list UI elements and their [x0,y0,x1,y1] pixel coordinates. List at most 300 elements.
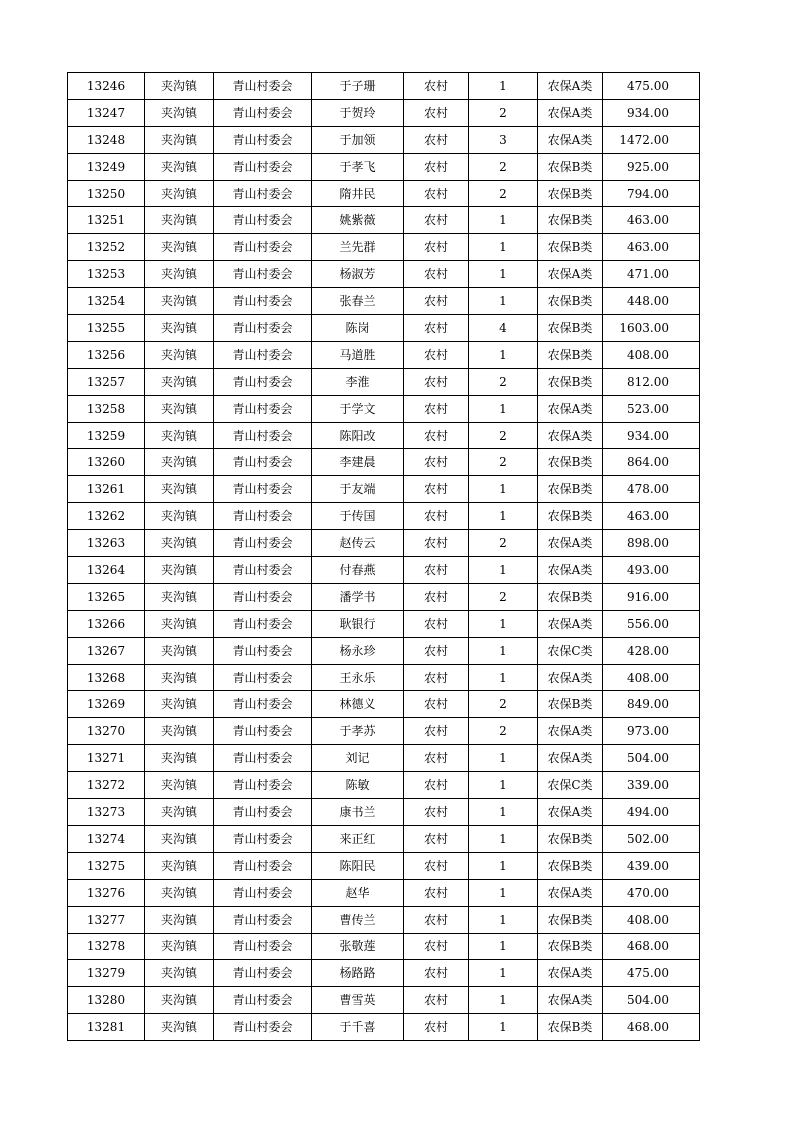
village-committee-cell: 青山村委会 [214,933,312,960]
insurance-category-cell: 农保A类 [538,557,603,584]
household-count-cell: 1 [469,637,538,664]
person-name-cell: 陈阳民 [312,852,404,879]
town-cell: 夹沟镇 [145,960,214,987]
town-cell: 夹沟镇 [145,503,214,530]
insurance-category-cell: 农保B类 [538,1014,603,1041]
village-committee-cell: 青山村委会 [214,718,312,745]
amount-cell: 463.00 [603,234,700,261]
village-committee-cell: 青山村委会 [214,449,312,476]
area-type-cell: 农村 [404,207,469,234]
table-row [68,261,700,288]
village-committee-cell: 青山村委会 [214,637,312,664]
person-name-cell: 于传国 [312,503,404,530]
insurance-category-cell: 农保B类 [538,207,603,234]
table-row [68,449,700,476]
table-row [68,664,700,691]
person-name-cell: 陈岗 [312,315,404,342]
person-name-cell: 陈敏 [312,772,404,799]
amount-cell: 494.00 [603,799,700,826]
insurance-category-cell: 农保B类 [538,315,603,342]
amount-cell: 1603.00 [603,315,700,342]
amount-cell: 556.00 [603,610,700,637]
person-name-cell: 于学文 [312,395,404,422]
village-committee-cell: 青山村委会 [214,1014,312,1041]
table-row [68,422,700,449]
village-committee-cell: 青山村委会 [214,691,312,718]
area-type-cell: 农村 [404,368,469,395]
insurance-category-cell: 农保A类 [538,664,603,691]
person-name-cell: 于孝飞 [312,153,404,180]
amount-cell: 468.00 [603,933,700,960]
household-count-cell: 2 [469,449,538,476]
record-number-cell: 13272 [68,772,145,799]
household-count-cell: 1 [469,772,538,799]
person-name-cell: 于孝苏 [312,718,404,745]
village-committee-cell: 青山村委会 [214,610,312,637]
record-number-cell: 13261 [68,476,145,503]
insurance-category-cell: 农保B类 [538,234,603,261]
village-committee-cell: 青山村委会 [214,799,312,826]
table-row [68,960,700,987]
record-number-cell: 13267 [68,637,145,664]
amount-cell: 468.00 [603,1014,700,1041]
record-number-cell: 13247 [68,99,145,126]
area-type-cell: 农村 [404,987,469,1014]
town-cell: 夹沟镇 [145,126,214,153]
town-cell: 夹沟镇 [145,422,214,449]
amount-cell: 504.00 [603,745,700,772]
record-number-cell: 13249 [68,153,145,180]
amount-cell: 463.00 [603,503,700,530]
table-row [68,718,700,745]
town-cell: 夹沟镇 [145,99,214,126]
village-committee-cell: 青山村委会 [214,772,312,799]
record-number-cell: 13270 [68,718,145,745]
person-name-cell: 刘记 [312,745,404,772]
household-count-cell: 2 [469,368,538,395]
household-count-cell: 1 [469,799,538,826]
record-number-cell: 13280 [68,987,145,1014]
household-count-cell: 2 [469,422,538,449]
amount-cell: 1472.00 [603,126,700,153]
town-cell: 夹沟镇 [145,530,214,557]
town-cell: 夹沟镇 [145,825,214,852]
person-name-cell: 姚紫薇 [312,207,404,234]
area-type-cell: 农村 [404,449,469,476]
town-cell: 夹沟镇 [145,234,214,261]
person-name-cell: 李淮 [312,368,404,395]
insurance-category-cell: 农保B类 [538,476,603,503]
table-row [68,772,700,799]
insurance-category-cell: 农保B类 [538,449,603,476]
area-type-cell: 农村 [404,341,469,368]
table-row [68,288,700,315]
village-committee-cell: 青山村委会 [214,745,312,772]
amount-cell: 502.00 [603,825,700,852]
town-cell: 夹沟镇 [145,879,214,906]
person-name-cell: 杨路路 [312,960,404,987]
table-row [68,476,700,503]
insurance-category-cell: 农保B类 [538,852,603,879]
person-name-cell: 杨淑芳 [312,261,404,288]
insurance-category-cell: 农保C类 [538,637,603,664]
town-cell: 夹沟镇 [145,772,214,799]
village-committee-cell: 青山村委会 [214,288,312,315]
village-committee-cell: 青山村委会 [214,234,312,261]
table-row [68,368,700,395]
person-name-cell: 于千喜 [312,1014,404,1041]
town-cell: 夹沟镇 [145,1014,214,1041]
household-count-cell: 2 [469,99,538,126]
amount-cell: 864.00 [603,449,700,476]
town-cell: 夹沟镇 [145,610,214,637]
village-committee-cell: 青山村委会 [214,368,312,395]
area-type-cell: 农村 [404,99,469,126]
area-type-cell: 农村 [404,422,469,449]
insurance-category-cell: 农保A类 [538,99,603,126]
household-count-cell: 1 [469,852,538,879]
village-committee-cell: 青山村委会 [214,530,312,557]
household-count-cell: 1 [469,476,538,503]
village-committee-cell: 青山村委会 [214,261,312,288]
record-number-cell: 13265 [68,583,145,610]
table-row [68,906,700,933]
amount-cell: 463.00 [603,207,700,234]
insurance-category-cell: 农保B类 [538,180,603,207]
person-name-cell: 来正红 [312,825,404,852]
amount-cell: 471.00 [603,261,700,288]
table-row [68,557,700,584]
village-committee-cell: 青山村委会 [214,180,312,207]
insurance-category-cell: 农保A类 [538,960,603,987]
amount-cell: 812.00 [603,368,700,395]
town-cell: 夹沟镇 [145,153,214,180]
insurance-category-cell: 农保B类 [538,341,603,368]
insurance-category-cell: 农保B类 [538,691,603,718]
household-count-cell: 1 [469,610,538,637]
household-count-cell: 1 [469,288,538,315]
household-count-cell: 1 [469,906,538,933]
record-number-cell: 13264 [68,557,145,584]
insurance-category-cell: 农保A类 [538,879,603,906]
person-name-cell: 赵传云 [312,530,404,557]
household-count-cell: 1 [469,879,538,906]
area-type-cell: 农村 [404,126,469,153]
person-name-cell: 杨永珍 [312,637,404,664]
household-count-cell: 1 [469,73,538,100]
table-row [68,153,700,180]
amount-cell: 898.00 [603,530,700,557]
amount-cell: 934.00 [603,422,700,449]
area-type-cell: 农村 [404,180,469,207]
area-type-cell: 农村 [404,664,469,691]
table-row [68,1014,700,1041]
person-name-cell: 林德义 [312,691,404,718]
area-type-cell: 农村 [404,503,469,530]
town-cell: 夹沟镇 [145,476,214,503]
area-type-cell: 农村 [404,825,469,852]
amount-cell: 428.00 [603,637,700,664]
household-count-cell: 2 [469,691,538,718]
record-number-cell: 13279 [68,960,145,987]
person-name-cell: 付春燕 [312,557,404,584]
record-number-cell: 13271 [68,745,145,772]
town-cell: 夹沟镇 [145,73,214,100]
insurance-category-cell: 农保B类 [538,153,603,180]
area-type-cell: 农村 [404,718,469,745]
village-committee-cell: 青山村委会 [214,99,312,126]
insurance-category-cell: 农保A类 [538,745,603,772]
village-committee-cell: 青山村委会 [214,583,312,610]
person-name-cell: 赵华 [312,879,404,906]
record-number-cell: 13259 [68,422,145,449]
amount-cell: 339.00 [603,772,700,799]
insurance-category-cell: 农保A类 [538,718,603,745]
village-committee-cell: 青山村委会 [214,664,312,691]
person-name-cell: 潘学书 [312,583,404,610]
area-type-cell: 农村 [404,315,469,342]
amount-cell: 475.00 [603,960,700,987]
record-number-cell: 13246 [68,73,145,100]
person-name-cell: 马道胜 [312,341,404,368]
record-number-cell: 13251 [68,207,145,234]
table-row [68,99,700,126]
town-cell: 夹沟镇 [145,745,214,772]
household-count-cell: 1 [469,261,538,288]
village-committee-cell: 青山村委会 [214,852,312,879]
amount-cell: 925.00 [603,153,700,180]
record-number-cell: 13275 [68,852,145,879]
insurance-category-cell: 农保B类 [538,933,603,960]
town-cell: 夹沟镇 [145,906,214,933]
table-row [68,879,700,906]
area-type-cell: 农村 [404,799,469,826]
table-row [68,799,700,826]
household-count-cell: 1 [469,825,538,852]
amount-cell: 478.00 [603,476,700,503]
town-cell: 夹沟镇 [145,637,214,664]
town-cell: 夹沟镇 [145,261,214,288]
person-name-cell: 隋井民 [312,180,404,207]
data-table [67,72,700,1041]
village-committee-cell: 青山村委会 [214,476,312,503]
village-committee-cell: 青山村委会 [214,153,312,180]
table-row [68,610,700,637]
household-count-cell: 1 [469,745,538,772]
insurance-category-cell: 农保B类 [538,288,603,315]
amount-cell: 408.00 [603,341,700,368]
household-count-cell: 2 [469,530,538,557]
record-number-cell: 13255 [68,315,145,342]
person-name-cell: 王永乐 [312,664,404,691]
table-row [68,126,700,153]
person-name-cell: 于子珊 [312,73,404,100]
village-committee-cell: 青山村委会 [214,315,312,342]
person-name-cell: 耿银行 [312,610,404,637]
table-row [68,745,700,772]
area-type-cell: 农村 [404,637,469,664]
table-row [68,852,700,879]
record-number-cell: 13260 [68,449,145,476]
village-committee-cell: 青山村委会 [214,906,312,933]
table-row [68,637,700,664]
table-row [68,933,700,960]
area-type-cell: 农村 [404,261,469,288]
village-committee-cell: 青山村委会 [214,126,312,153]
area-type-cell: 农村 [404,395,469,422]
person-name-cell: 曹雪英 [312,987,404,1014]
amount-cell: 470.00 [603,879,700,906]
household-count-cell: 1 [469,503,538,530]
record-number-cell: 13248 [68,126,145,153]
record-number-cell: 13258 [68,395,145,422]
village-committee-cell: 青山村委会 [214,395,312,422]
area-type-cell: 农村 [404,933,469,960]
record-number-cell: 13268 [68,664,145,691]
area-type-cell: 农村 [404,691,469,718]
insurance-category-cell: 农保A类 [538,126,603,153]
insurance-category-cell: 农保A类 [538,530,603,557]
household-count-cell: 1 [469,987,538,1014]
town-cell: 夹沟镇 [145,315,214,342]
insurance-category-cell: 农保A类 [538,73,603,100]
area-type-cell: 农村 [404,610,469,637]
household-count-cell: 2 [469,180,538,207]
household-count-cell: 2 [469,153,538,180]
household-count-cell: 4 [469,315,538,342]
table-row [68,180,700,207]
household-count-cell: 1 [469,557,538,584]
area-type-cell: 农村 [404,852,469,879]
person-name-cell: 于贺玲 [312,99,404,126]
record-number-cell: 13278 [68,933,145,960]
amount-cell: 523.00 [603,395,700,422]
table-row [68,583,700,610]
amount-cell: 973.00 [603,718,700,745]
village-committee-cell: 青山村委会 [214,879,312,906]
amount-cell: 408.00 [603,906,700,933]
record-number-cell: 13281 [68,1014,145,1041]
table-row [68,234,700,261]
town-cell: 夹沟镇 [145,933,214,960]
insurance-category-cell: 农保B类 [538,906,603,933]
record-number-cell: 13266 [68,610,145,637]
record-number-cell: 13273 [68,799,145,826]
person-name-cell: 曹传兰 [312,906,404,933]
village-committee-cell: 青山村委会 [214,207,312,234]
household-count-cell: 1 [469,933,538,960]
village-committee-cell: 青山村委会 [214,422,312,449]
village-committee-cell: 青山村委会 [214,557,312,584]
record-number-cell: 13277 [68,906,145,933]
town-cell: 夹沟镇 [145,449,214,476]
town-cell: 夹沟镇 [145,341,214,368]
amount-cell: 439.00 [603,852,700,879]
town-cell: 夹沟镇 [145,368,214,395]
record-number-cell: 13269 [68,691,145,718]
person-name-cell: 于加领 [312,126,404,153]
household-count-cell: 1 [469,395,538,422]
area-type-cell: 农村 [404,530,469,557]
record-number-cell: 13257 [68,368,145,395]
area-type-cell: 农村 [404,879,469,906]
record-number-cell: 13256 [68,341,145,368]
record-number-cell: 13253 [68,261,145,288]
record-number-cell: 13263 [68,530,145,557]
insurance-category-cell: 农保A类 [538,261,603,288]
amount-cell: 448.00 [603,288,700,315]
town-cell: 夹沟镇 [145,557,214,584]
area-type-cell: 农村 [404,772,469,799]
person-name-cell: 于友端 [312,476,404,503]
town-cell: 夹沟镇 [145,395,214,422]
insurance-category-cell: 农保A类 [538,987,603,1014]
household-count-cell: 1 [469,664,538,691]
amount-cell: 504.00 [603,987,700,1014]
town-cell: 夹沟镇 [145,718,214,745]
area-type-cell: 农村 [404,960,469,987]
area-type-cell: 农村 [404,583,469,610]
town-cell: 夹沟镇 [145,691,214,718]
table-row [68,395,700,422]
table-row [68,503,700,530]
amount-cell: 916.00 [603,583,700,610]
insurance-category-cell: 农保A类 [538,610,603,637]
record-number-cell: 13254 [68,288,145,315]
insurance-category-cell: 农保C类 [538,772,603,799]
table-row [68,207,700,234]
village-committee-cell: 青山村委会 [214,341,312,368]
insurance-category-cell: 农保A类 [538,395,603,422]
village-committee-cell: 青山村委会 [214,73,312,100]
person-name-cell: 康书兰 [312,799,404,826]
household-count-cell: 1 [469,1014,538,1041]
household-count-cell: 2 [469,718,538,745]
household-count-cell: 3 [469,126,538,153]
town-cell: 夹沟镇 [145,799,214,826]
household-count-cell: 1 [469,207,538,234]
amount-cell: 475.00 [603,73,700,100]
household-count-cell: 1 [469,960,538,987]
area-type-cell: 农村 [404,234,469,261]
insurance-category-cell: 农保B类 [538,368,603,395]
household-count-cell: 2 [469,583,538,610]
amount-cell: 493.00 [603,557,700,584]
record-number-cell: 13252 [68,234,145,261]
village-committee-cell: 青山村委会 [214,987,312,1014]
area-type-cell: 农村 [404,153,469,180]
amount-cell: 934.00 [603,99,700,126]
person-name-cell: 兰先群 [312,234,404,261]
village-committee-cell: 青山村委会 [214,960,312,987]
area-type-cell: 农村 [404,745,469,772]
area-type-cell: 农村 [404,557,469,584]
record-number-cell: 13274 [68,825,145,852]
town-cell: 夹沟镇 [145,288,214,315]
household-count-cell: 1 [469,234,538,261]
person-name-cell: 张春兰 [312,288,404,315]
record-number-cell: 13276 [68,879,145,906]
record-number-cell: 13262 [68,503,145,530]
table-row [68,825,700,852]
town-cell: 夹沟镇 [145,987,214,1014]
village-committee-cell: 青山村委会 [214,503,312,530]
area-type-cell: 农村 [404,906,469,933]
town-cell: 夹沟镇 [145,583,214,610]
table-row [68,315,700,342]
table-row [68,73,700,100]
record-number-cell: 13250 [68,180,145,207]
